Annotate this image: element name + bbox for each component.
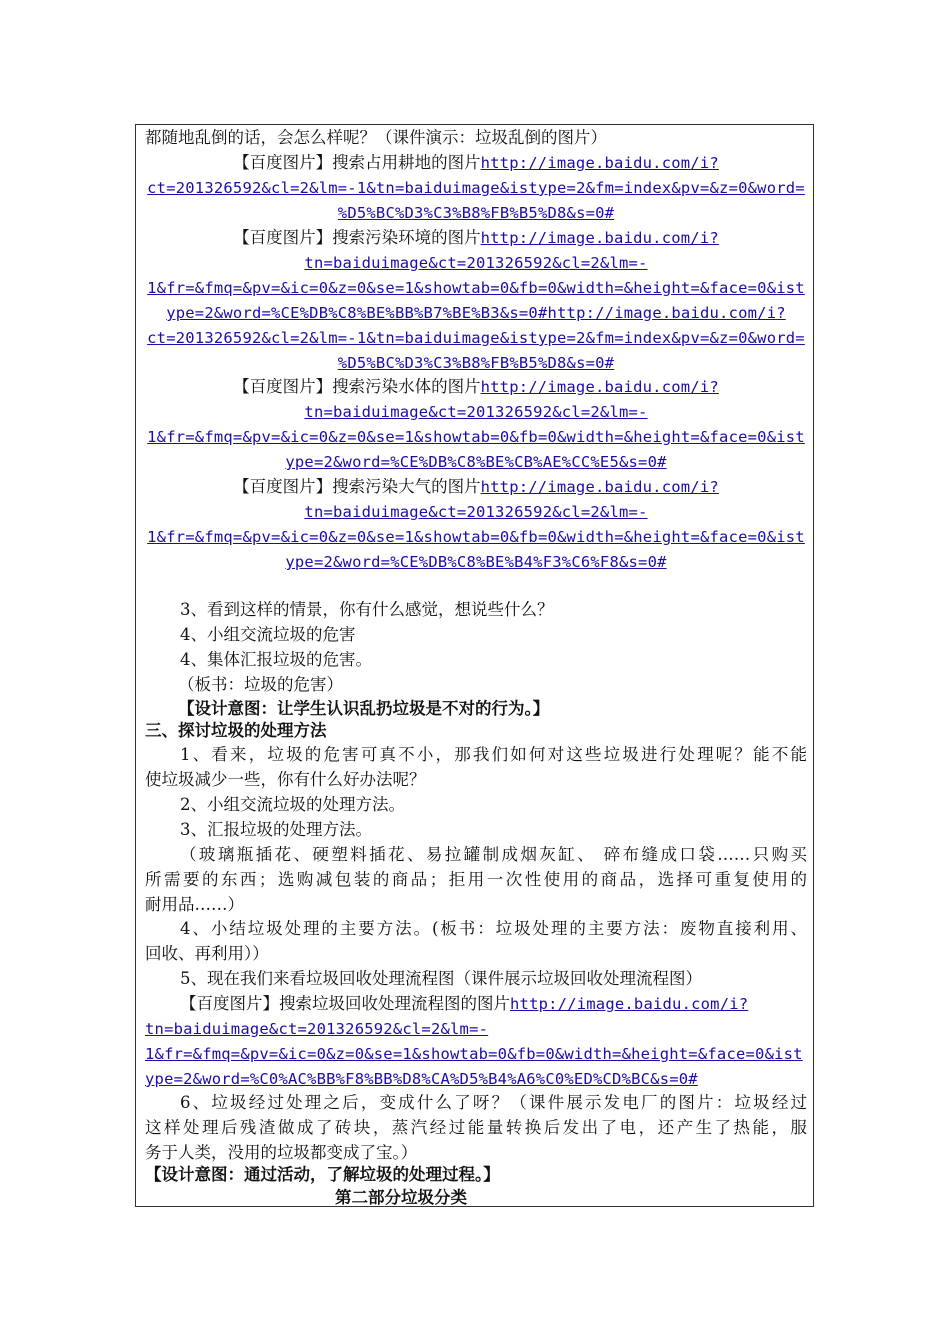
text-line: （玻璃瓶插花、硬塑料插花、易拉罐制成烟灰缸、 碎布缝成口袋……只购买	[180, 845, 807, 864]
baidu-link[interactable]: tn=baiduimage&ct=201326592&cl=2&lm=-	[304, 503, 648, 521]
text-line: 1、看来，垃圾的危害可真不小，那我们如何对这些垃圾进行处理呢？能不能	[180, 745, 807, 764]
text-line: 都随地乱倒的话，会怎么样呢？（课件演示：垃圾乱倒的图片）	[145, 128, 607, 147]
text-line: 4、小组交流垃圾的危害	[180, 625, 356, 644]
text-line: 4、小结垃圾处理的主要方法。(板书：垃圾处理的主要方法：废物直接利用、	[180, 919, 807, 938]
search-label: 【百度图片】搜索污染大气的图片	[233, 477, 481, 496]
search-line	[145, 151, 807, 175]
search-label: 【百度图片】搜索污染水体的图片	[233, 377, 481, 396]
section-heading: 三、探讨垃圾的处理方法	[145, 721, 327, 740]
baidu-link[interactable]: http://image.baidu.com/i?	[510, 995, 749, 1013]
text-line: 耐用品……）	[145, 895, 244, 914]
part-heading: 第二部分垃圾分类	[335, 1188, 467, 1207]
search-line	[180, 992, 842, 1016]
text-line: 4、集体汇报垃圾的危害。	[180, 650, 372, 669]
baidu-link[interactable]: tn=baiduimage&ct=201326592&cl=2&lm=-	[304, 254, 648, 272]
baidu-link[interactable]: ct=201326592&cl=2&lm=-1&tn=baiduimage&istype=2&fm=index&pv=&z=0&word=	[147, 329, 805, 347]
search-label: 【百度图片】搜索污染环境的图片	[233, 228, 481, 247]
baidu-link[interactable]: ct=201326592&cl=2&lm=-1&tn=baiduimage&istype=2&fm=index&pv=&z=0&word=	[147, 179, 805, 197]
text-line: 5、现在我们来看垃圾回收处理流程图（课件展示垃圾回收处理流程图）	[180, 969, 702, 988]
text-line: 2、小组交流垃圾的处理方法。	[180, 795, 405, 814]
text-line: 使垃圾减少一些，你有什么好办法呢？	[145, 770, 426, 789]
baidu-link[interactable]: tn=baiduimage&ct=201326592&cl=2&lm=-	[304, 403, 648, 421]
baidu-link[interactable]: 1&fr=&fmq=&pv=&ic=0&z=0&se=1&showtab=0&fb=0&width=&height=&face=0&ist	[147, 279, 805, 297]
text-line: 所需要的东西；选购减包装的商品；拒用一次性使用的商品，选择可重复使用的	[145, 870, 807, 889]
search-line	[145, 226, 807, 250]
search-line	[145, 475, 807, 499]
text-line: 3、看到这样的情景，你有什么感觉，想说些什么？	[180, 600, 554, 619]
search-label: 【百度图片】搜索垃圾回收处理流程图的图片	[180, 994, 510, 1013]
search-label: 【百度图片】搜索占用耕地的图片	[233, 153, 481, 172]
design-intent: 【设计意图：让学生认识乱扔垃圾是不对的行为。】	[178, 699, 550, 718]
baidu-link[interactable]: %D5%BC%D3%C3%B8%FB%B5%D8&s=0#	[337, 204, 615, 222]
text-line: （板书：垃圾的危害）	[178, 675, 343, 694]
baidu-link[interactable]: tn=baiduimage&ct=201326592&cl=2&lm=-	[145, 1020, 489, 1038]
baidu-link[interactable]: ype=2&word=%CE%DB%C8%BE%CB%AE%CC%E5&s=0#	[285, 453, 667, 471]
text-line: 6、垃圾经过处理之后，变成什么了呀？（课件展示发电厂的图片：垃圾经过	[180, 1093, 807, 1112]
search-line	[145, 375, 807, 399]
baidu-link[interactable]: 1&fr=&fmq=&pv=&ic=0&z=0&se=1&showtab=0&fb=0&width=&height=&face=0&ist	[147, 428, 805, 446]
text-line: 3、汇报垃圾的处理方法。	[180, 820, 372, 839]
baidu-link[interactable]: http://image.baidu.com/i?	[480, 478, 719, 496]
text-line: 务于人类，没用的垃圾都变成了宝。）	[145, 1143, 418, 1162]
baidu-link[interactable]: ype=2&word=%CE%DB%C8%BE%BB%B7%BE%B3&s=0#http://image.baidu.com/i?	[166, 304, 786, 322]
baidu-link[interactable]: ype=2&word=%C0%AC%BB%F8%BB%D8%CA%D5%B4%A6%C0%ED%CD%BC&s=0#	[145, 1070, 698, 1088]
baidu-link[interactable]: http://image.baidu.com/i?	[480, 154, 719, 172]
text-line: 回收、再利用））	[145, 944, 269, 963]
baidu-link[interactable]: http://image.baidu.com/i?	[480, 378, 719, 396]
baidu-link[interactable]: ype=2&word=%CE%DB%C8%BE%B4%F3%C6%F8&s=0#	[285, 553, 667, 571]
baidu-link[interactable]: %D5%BC%D3%C3%B8%FB%B5%D8&s=0#	[337, 354, 615, 372]
baidu-link[interactable]: http://image.baidu.com/i?	[480, 229, 719, 247]
text-line: 这样处理后残渣做成了砖块，蒸汽经过能量转换后发出了电，还产生了热能，服	[145, 1118, 807, 1137]
baidu-link[interactable]: 1&fr=&fmq=&pv=&ic=0&z=0&se=1&showtab=0&fb=0&width=&height=&face=0&ist	[147, 528, 805, 546]
design-intent: 【设计意图：通过活动，了解垃圾的处理过程。】	[145, 1165, 500, 1184]
baidu-link[interactable]: 1&fr=&fmq=&pv=&ic=0&z=0&se=1&showtab=0&fb=0&width=&height=&face=0&ist	[145, 1045, 803, 1063]
